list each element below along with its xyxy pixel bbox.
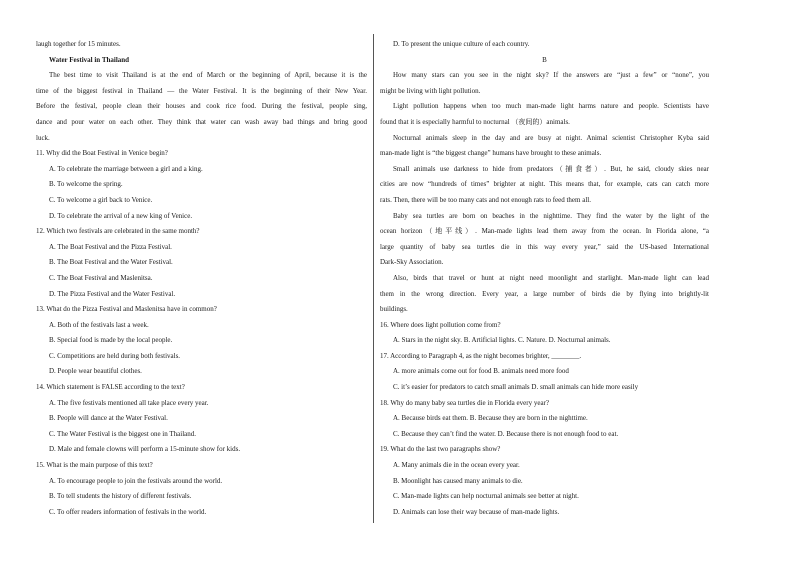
right-text-line: Baby sea turtles are born on beaches in the nighttime. They find the water by the light of the	[393, 211, 709, 220]
right-text-line: might be living with light pollution.	[380, 86, 481, 95]
left-text-line: A. Both of the festivals last a week.	[49, 320, 149, 329]
right-text-line: A. Many animals die in the ocean every year.	[393, 461, 520, 470]
column-divider	[373, 34, 374, 523]
right-text-line: Dark-Sky Association.	[380, 258, 444, 267]
left-text-line: luck.	[36, 133, 50, 142]
right-text-line: them in the wrong direction. Every year, a large number of birds die by flying into brightly-lit	[380, 289, 709, 298]
left-text-line: C. The Water Festival is the biggest one in Thailand.	[49, 429, 196, 438]
left-text-line: 11. Why did the Boat Festival in Venice begin?	[36, 149, 168, 158]
right-text-line: ocean horizon（地平线）. Man-made lights lead them away from the ocean. In Florida alone, “a	[380, 227, 709, 236]
right-text-line: large quantity of baby sea turtles die in this way every year,” said the US-based International	[380, 242, 709, 251]
right-text-line: 17. According to Paragraph 4, as the night becomes brighter, ________.	[380, 351, 582, 360]
left-text-line: D. The Pizza Festival and the Water Festival.	[49, 289, 176, 298]
right-text-line: A. more animals come out for food B. animals need more food	[393, 367, 569, 376]
right-text-line: Nocturnal animals sleep in the day and are busy at night. Animal scientist Christopher Kyba said	[393, 133, 709, 142]
left-text-line: C. Competitions are held during both festivals.	[49, 351, 181, 360]
left-text-line: 14. Which statement is FALSE according to the text?	[36, 383, 185, 392]
left-text-line: B. People will dance at the Water Festival.	[49, 414, 168, 423]
right-text-line: How many stars can you see in the night sky? If the answers are “just a few” or “none”, you	[393, 71, 709, 80]
right-text-line: Light pollution happens when too much man-made light harms nature and people. Scientists have	[393, 102, 709, 111]
right-text-line: C. Because they can’t find the water. D. Because there is not enough food to eat.	[393, 429, 619, 438]
left-text-line: B. The Boat Festival and the Water Festival.	[49, 258, 173, 267]
left-text-line: D. To celebrate the arrival of a new king of Venice.	[49, 211, 193, 220]
left-text-line: A. The Boat Festival and the Pizza Festival.	[49, 242, 172, 251]
left-text-line: B. To welcome the spring.	[49, 180, 123, 189]
right-text-line: Small animals use darkness to hide from predators（捕食者）. But, he said, cloudy skies near	[393, 164, 709, 173]
right-text-line: cities are now “hundreds of times” brighter at night. This means that, for example, cats can catch more	[380, 180, 709, 189]
right-text-line: B. Moonlight has caused many animals to die.	[393, 476, 523, 485]
right-text-line: A. Stars in the night sky. B. Artificial lights. C. Nature. D. Nocturnal animals.	[393, 336, 611, 345]
left-text-line: C. The Boat Festival and Maslenitsa.	[49, 273, 153, 282]
right-text-line: D. Animals can lose their way because of man-made lights.	[393, 507, 560, 516]
right-text-line: A. Because birds eat them. B. Because they are born in the nighttime.	[393, 414, 588, 423]
right-text-line: 16. Where does light pollution come from?	[380, 320, 501, 329]
left-text-line: Before the festival, people clean their houses and cook rice food. During the festival, people sing,	[36, 102, 367, 111]
left-text-line: D. People wear beautiful clothes.	[49, 367, 142, 376]
left-text-line: A. To encourage people to join the festivals around the world.	[49, 476, 223, 485]
left-text-line: A. To celebrate the marriage between a girl and a king.	[49, 164, 203, 173]
left-column	[36, 37, 367, 520]
right-text-line: B	[542, 55, 547, 64]
left-text-line: C. To offer readers information of festivals in the world.	[49, 507, 207, 516]
right-text-line: rats. Then, there will be too many cats and not enough rats to feed them all.	[380, 195, 591, 204]
right-text-line: C. Man-made lights can help nocturnal animals see better at night.	[393, 492, 579, 501]
left-text-line: D. Male and female clowns will perform a 15-minute show for kids.	[49, 445, 241, 454]
right-text-line: man-made light is “the biggest change” humans have brought to these animals.	[380, 149, 602, 158]
left-text-line: 15. What is the main purpose of this text?	[36, 461, 153, 470]
right-text-line: 19. What do the last two paragraphs show?	[380, 445, 501, 454]
left-text-line: time of the biggest festival in Thailand — the Water Festival. It is the beginning of their New Year.	[36, 86, 367, 95]
left-text-line: dance and pour water on each other. They think that water can wash away bad things and bring good	[36, 117, 367, 126]
left-text-line: A. The five festivals mentioned all take place every year.	[49, 398, 209, 407]
left-text-line: 12. Which two festivals are celebrated in the same month?	[36, 227, 200, 236]
left-text-line: B. To tell students the history of different festivals.	[49, 492, 192, 501]
right-text-line: found that it is especially harmful to nocturnal （夜间的）animals.	[380, 117, 570, 126]
left-text-line: 13. What do the Pizza Festival and Maslenitsa have in common?	[36, 305, 217, 314]
right-column	[380, 37, 709, 520]
right-text-line: C. it’s easier for predators to catch small animals D. small animals can hide more easily	[393, 383, 639, 392]
right-text-line: Also, birds that travel or hunt at night need moonlight and starlight. Man-made light can lead	[393, 273, 709, 282]
left-text-line: The best time to visit Thailand is at the end of March or the beginning of April, because it is the	[49, 71, 367, 80]
right-text-line: D. To present the unique culture of each country.	[393, 40, 530, 48]
left-text-line: Water Festival in Thailand	[49, 55, 130, 64]
left-text-line: C. To welcome a girl back to Venice.	[49, 195, 153, 204]
right-text-line: buildings.	[380, 305, 408, 314]
left-text-line: B. Special food is made by the local people.	[49, 336, 173, 345]
left-text-line: laugh together for 15 minutes.	[36, 40, 121, 48]
right-text-line: 18. Why do many baby sea turtles die in Florida every year?	[380, 398, 549, 407]
